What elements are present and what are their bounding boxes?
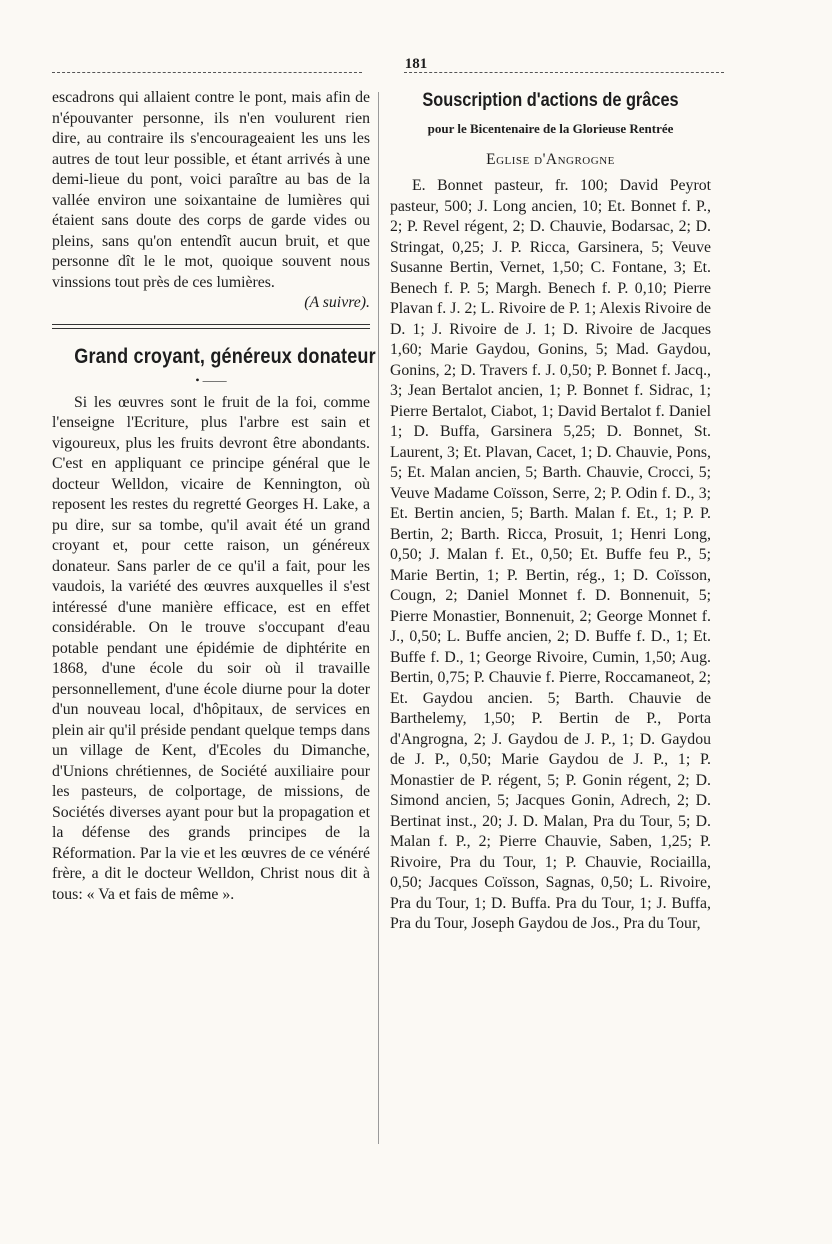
header-rule-right [404,72,724,73]
article-title: Grand croyant, généreux donateur [74,344,376,368]
right-column [390,90,711,935]
continued-text: escadrons qui allaient contre le pont, mais afin de n'épouvanter personne, ils n'en voulurent rien dire, au contraire ils s'encourageaient les uns les autres de tout leur possible, et étant arrivés à une demi-lieue du pont, voici paraître au bas de la vallée environ une soixantaine de lumières qui étaient sans doute des corps de garde vides ou pleins, sans qu'on entendît aucun bruit, et que personne dît le le mot, quoique souvent nous vinssions tout près de ces lumières. [52,89,370,291]
title-ornament: • —— [195,372,227,387]
section-divider [52,324,370,329]
subscription-list: E. Bonnet pasteur, fr. 100; David Peyrot pasteur, 500; J. Long ancien, 10; Et. Bonnet f. P., 2; P. Revel régent, 2; D. Chauvie, Bodarsac, 2; D. Stringat, 0,25; J. P. Ricca, Garsinera, 5; Veuve Susanne Bertin, Vernet, 1,50; C. Fontane, 3; Et. Benech f. P. 5; Margh. Benech f. P. 0,10; Pierre Plavan f. J. 2; L. Rivoire de P. 1; Alexis Rivoire de D. 1; J. Rivoire de J. 1; D. Rivoire de Jacques 1,60; Marie Gaydou, Gonins, 5; Mad. Gaydou, Gonins, 2; D. Travers f. J. 0,50; P. Bonnet f. Jacq., 3; Jean Bertalot ancien, 1; P. Bonnet f. Sidrac, 1; Pierre Bertalot, Ciabot, 1; David Bertalot f. Daniel 1; D. Buffa, Garsinera 5,25; D. Bonnet, St. Laurent, 3; Et. Plavan, Cacet, 1; D. Chauvie, Pons, 5; Et. Malan ancien, 5; Barth. Chauvie, Crocci, 5; Veuve Madame Coïsson, Serre, 2; P. Odin f. D., 3; Et. Bertin ancien, 5; Barth. Malan f. Et., 1; P. P. Bertin, 2; Barth. Ricca, Prosuit, 1; Henri Long, 0,50; J. Malan f. Et., 0,50; Et. Buffe feu P., 5; Marie Bertin, 1; P. Bertin, rég., 1; D. Coïsson, Cougn, 2; Daniel Monnet f. D. Bonnenuit, 5; Pierre Monastier, Bonnenuit, 2; George Monnet f. J., 0,50; L. Buffe ancien, 2; D. Buffe f. D., 1; Et. Buffe f. D., 1; George Rivoire, Cumin, 1,50; Aug. Bertin, 0,75; P. Chauvie f. Pierre, Roccamaneot, 2; Et. Gaydou ancien. 5; Barth. Chauvie de Barthelemy, 1,50; P. Bertin de P., Porta d'Angrogna, 2; J. Gaydou de J. P., 1; D. Gaydou de J. P., 0,50; Marie Gaydou de J. P., 1; P. Monastier de P. régent, 5; P. Gonin régent, 2; D. Simond ancien, 5; Jacques Gonin, Adrech, 2; D. Bertinat inst., 20; J. D. Malan, Pra du Tour, 5; D. Malan f. P., 2; Pierre Chauvie, Saben, 1,25; P. Rivoire, Pra du Tour, 1; P. Chauvie, Rociailla, 0,50; Jacques Coïsson, Sagnas, 0,50; L. Rivoire, Pra du Tour, 1; D. Buffa. Pra du Tour, 1; J. Buffa, Pra du Tour, Joseph Gaydou de Jos., Pra du Tour, [390,177,711,932]
page-number: 181 [404,56,428,72]
subscription-subtitle: pour le Bicentenaire de la Glorieuse Rentrée [427,121,674,136]
to-follow-note: (A suivre). [304,294,370,311]
header-rule-left [52,72,362,73]
left-column [52,88,376,905]
subscription-title: Souscription d'actions de grâces [422,90,679,111]
column-divider [378,92,379,1144]
article-body: Si les œuvres sont le fruit de la foi, comme l'enseigne l'Ecriture, plus l'arbre est sain et vigoureux, plus les fruits devront être abondants. C'est en appliquant ce principe général que le docteur Welldon, vicaire de Kennington, où reposent les restes du regretté Georges H. Lake, a pu dire, sur sa tombe, qu'il avait été un grand croyant et, pour cette raison, un généreux donateur. Sans parler de ce qu'il a fait, pour les vaudois, la variété des œuvres auxquelles il s'est intéressé d'une manière efficace, est en effet considérable. On le trouve s'occupant d'eau potable pendant une épidémie de diphtérite en 1868, d'une école du soir où il travaille personnellement, d'une école diurne pour la doter d'un nouveau local, d'hôpitaux, de services en plein air qu'il préside pendant quelque temps dans un village de Kent, d'Ecoles du Dimanche, d'Unions chrétiennes, de Société auxiliaire pour les pasteurs, de colportage, de missions, de Sociétés diverses ayant pour but la propagation et la défense des grands principes de la Réformation. Par la vie et les œuvres de ce vénéré frère, a dit le docteur Welldon, Christ nous dit à tous: « Va et fais de même ». [52,393,370,903]
church-heading: Eglise d'Angrogne [486,151,615,168]
